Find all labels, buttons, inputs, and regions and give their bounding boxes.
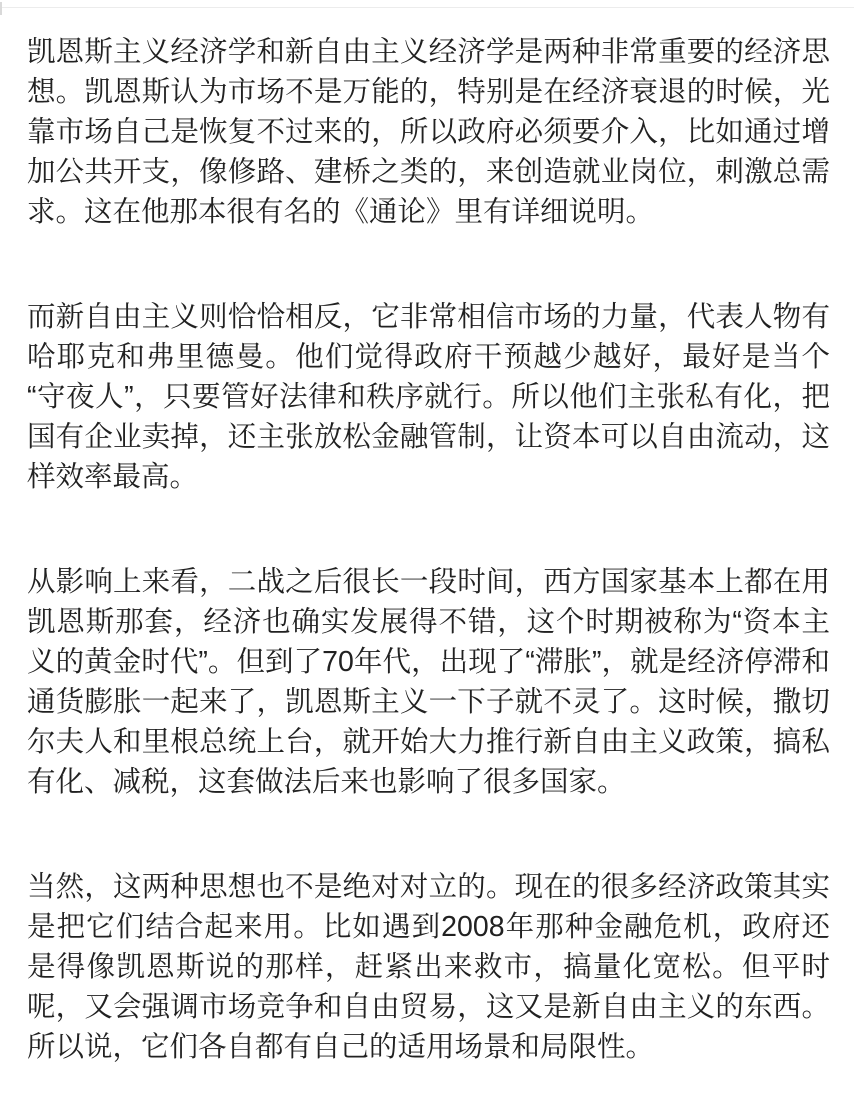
paragraph-historical-impact: 从影响上来看，二战之后很长一段时间，西方国家基本上都在用凯恩斯那套，经济也确实发展得不错，这个时期被称为“资本主义的黄金时代”。但到了70年代，出现了“滞胀”，就是经济停滞和通货膨胀一起来了，凯恩斯主义一下子就不灵了。这时候，撒切尔夫人和里根总统上台，就开始大力推行新自由主义政策，搞私有化、减税，这套做法后来也影响了很多国家。 xyxy=(27,566,830,798)
paragraph-synthesis: 当然，这两种思想也不是绝对对立的。现在的很多经济政策其实是把它们结合起来用。比如遇到2008年那种金融危机，政府还是得像凯恩斯说的那样，赶紧出来救市，搞量化宽松。但平时呢，又会强调市场竞争和自由贸易，这又是新自由主义的东西。所以说，它们各自都有自己的适用场景和局限性。 xyxy=(27,871,830,1063)
paragraph-keynes-intro: 凯恩斯主义经济学和新自由主义经济学是两种非常重要的经济思想。凯恩斯认为市场不是万能的，特别是在经济衰退的时候，光靠市场自己是恢复不过来的，所以政府必须要介入，比如通过增加公共开支，像修路、建桥之类的，来创造就业岗位，刺激总需求。这在他那本很有名的《通论》里有详细说明。 xyxy=(27,36,830,228)
paragraph-neoliberalism: 而新自由主义则恰恰相反，它非常相信市场的力量，代表人物有哈耶克和弗里德曼。他们觉得政府干预越少越好，最好是当个“守夜人”，只要管好法律和秩序就行。所以他们主张私有化，把国有企业卖掉，还主张放松金融管制，让资本可以自由流动，这样效率最高。 xyxy=(27,301,830,493)
